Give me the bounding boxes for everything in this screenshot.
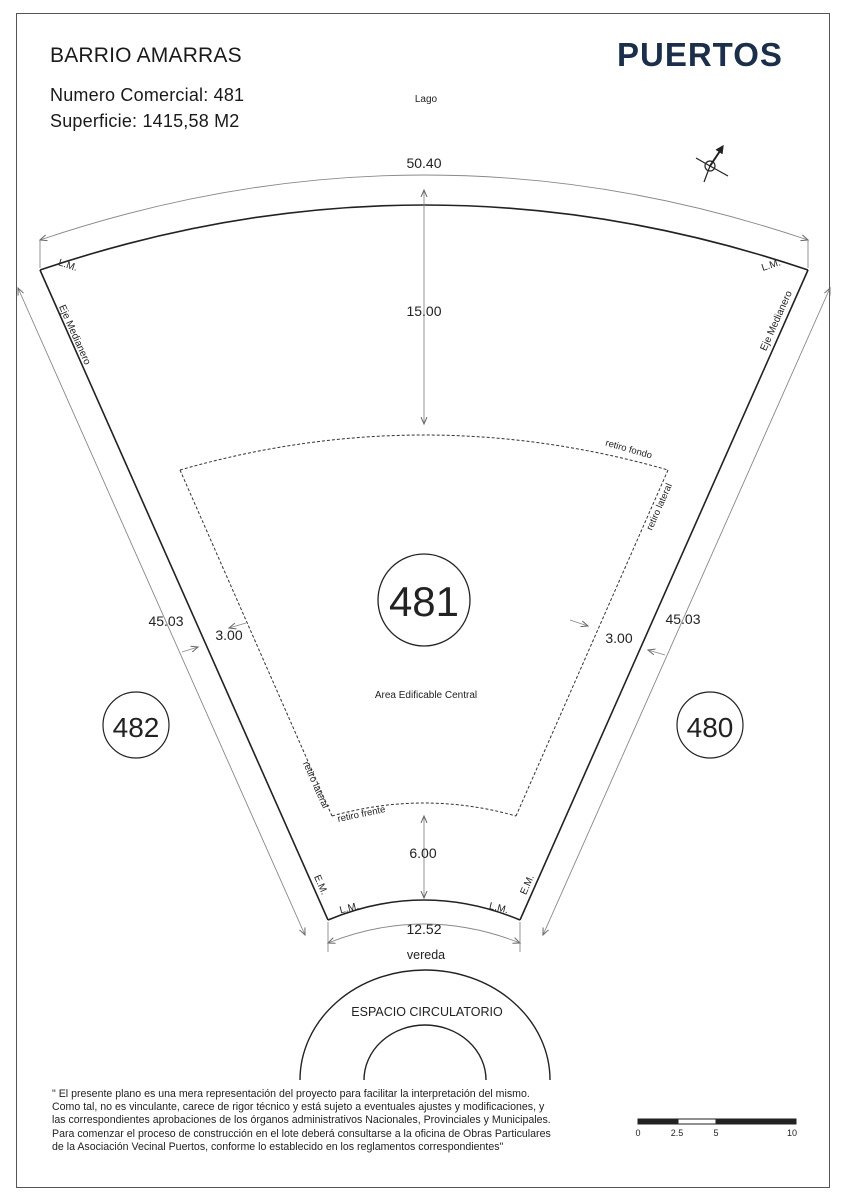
scale-tick-0: 0 bbox=[635, 1128, 641, 1138]
right-setback-value: 3.00 bbox=[605, 630, 633, 646]
eje-medianero-right: Eje Medianero bbox=[758, 289, 795, 353]
scale-bar bbox=[638, 1119, 796, 1124]
disclaimer-line: de la Asociación Vecinal Puertos, conforme lo establecido en los reglamentos correspondientes" bbox=[52, 1140, 504, 1153]
disclaimer-line: " El presente plano es una mera representación del proyecto para facilitar la interpretación del mismo. bbox=[52, 1088, 530, 1100]
scale-tick-2-5: 2.5 bbox=[670, 1128, 684, 1138]
building-area-outline bbox=[180, 435, 668, 816]
lm-front-left: L.M. bbox=[338, 900, 361, 917]
left-side-length: 45.03 bbox=[148, 613, 184, 629]
building-area-label: Area Edificable Central bbox=[374, 690, 478, 701]
lot-surface-label: Superficie: 1415,58 M2 bbox=[50, 111, 240, 131]
em-right: E.M. bbox=[518, 873, 537, 897]
neighbor-lot-left: 482 bbox=[112, 712, 160, 743]
disclaimer-line: las correspondientes aprobaciones de los órganos administrativos Nacionales, Provinciales y Municipales. bbox=[52, 1114, 551, 1127]
sidewalk-label: vereda bbox=[406, 948, 446, 962]
eje-medianero-left: Eje Medianero bbox=[56, 303, 93, 367]
disclaimer-text bbox=[52, 1088, 582, 1154]
scale-tick-10: 10 bbox=[786, 1128, 798, 1138]
lot-id-value: 481 bbox=[388, 578, 460, 625]
rear-setback-value: 15.00 bbox=[406, 303, 442, 319]
lm-rear-right: L.M. bbox=[760, 257, 783, 274]
lm-front-right: L.M. bbox=[487, 900, 510, 917]
front-setback-value: 6.00 bbox=[409, 845, 437, 861]
lot-number-label: Numero Comercial: 481 bbox=[50, 85, 245, 105]
lateral-setback-label-right: retiro lateral bbox=[644, 481, 675, 533]
north-arrow-icon bbox=[696, 146, 728, 182]
front-setback-label: retiro frente bbox=[336, 804, 387, 825]
scale-tick-5: 5 bbox=[713, 1128, 719, 1138]
rear-setback-label: retiro fondo bbox=[604, 437, 654, 462]
front-arc-value: 12.52 bbox=[406, 921, 442, 937]
neighbor-lot-right: 480 bbox=[686, 712, 734, 743]
lm-rear-left: L.M. bbox=[56, 257, 79, 274]
disclaimer-line: Para comenzar el proceso de construcción en el lote deberá consultarse a la oficina de Obras Particulares bbox=[52, 1127, 551, 1140]
disclaimer-line: Como tal, no es vinculante, carece de rigor técnico y está sujeto a eventuales ajustes y modificaciones, y bbox=[52, 1101, 545, 1114]
circulation-space-arcs bbox=[300, 970, 550, 1080]
right-side-length: 45.03 bbox=[665, 611, 701, 627]
lateral-setback-label-left: retiro lateral bbox=[300, 759, 331, 811]
circulation-space-label: ESPACIO CIRCULATORIO bbox=[351, 1005, 503, 1019]
em-left: E.M. bbox=[311, 873, 330, 897]
neighborhood-title: BARRIO AMARRAS bbox=[50, 44, 242, 67]
puertos-logo: PUERTOS bbox=[617, 36, 783, 73]
lake-label: Lago bbox=[414, 94, 438, 105]
rear-arc-value: 50.40 bbox=[406, 155, 442, 171]
left-setback-value: 3.00 bbox=[215, 627, 243, 643]
